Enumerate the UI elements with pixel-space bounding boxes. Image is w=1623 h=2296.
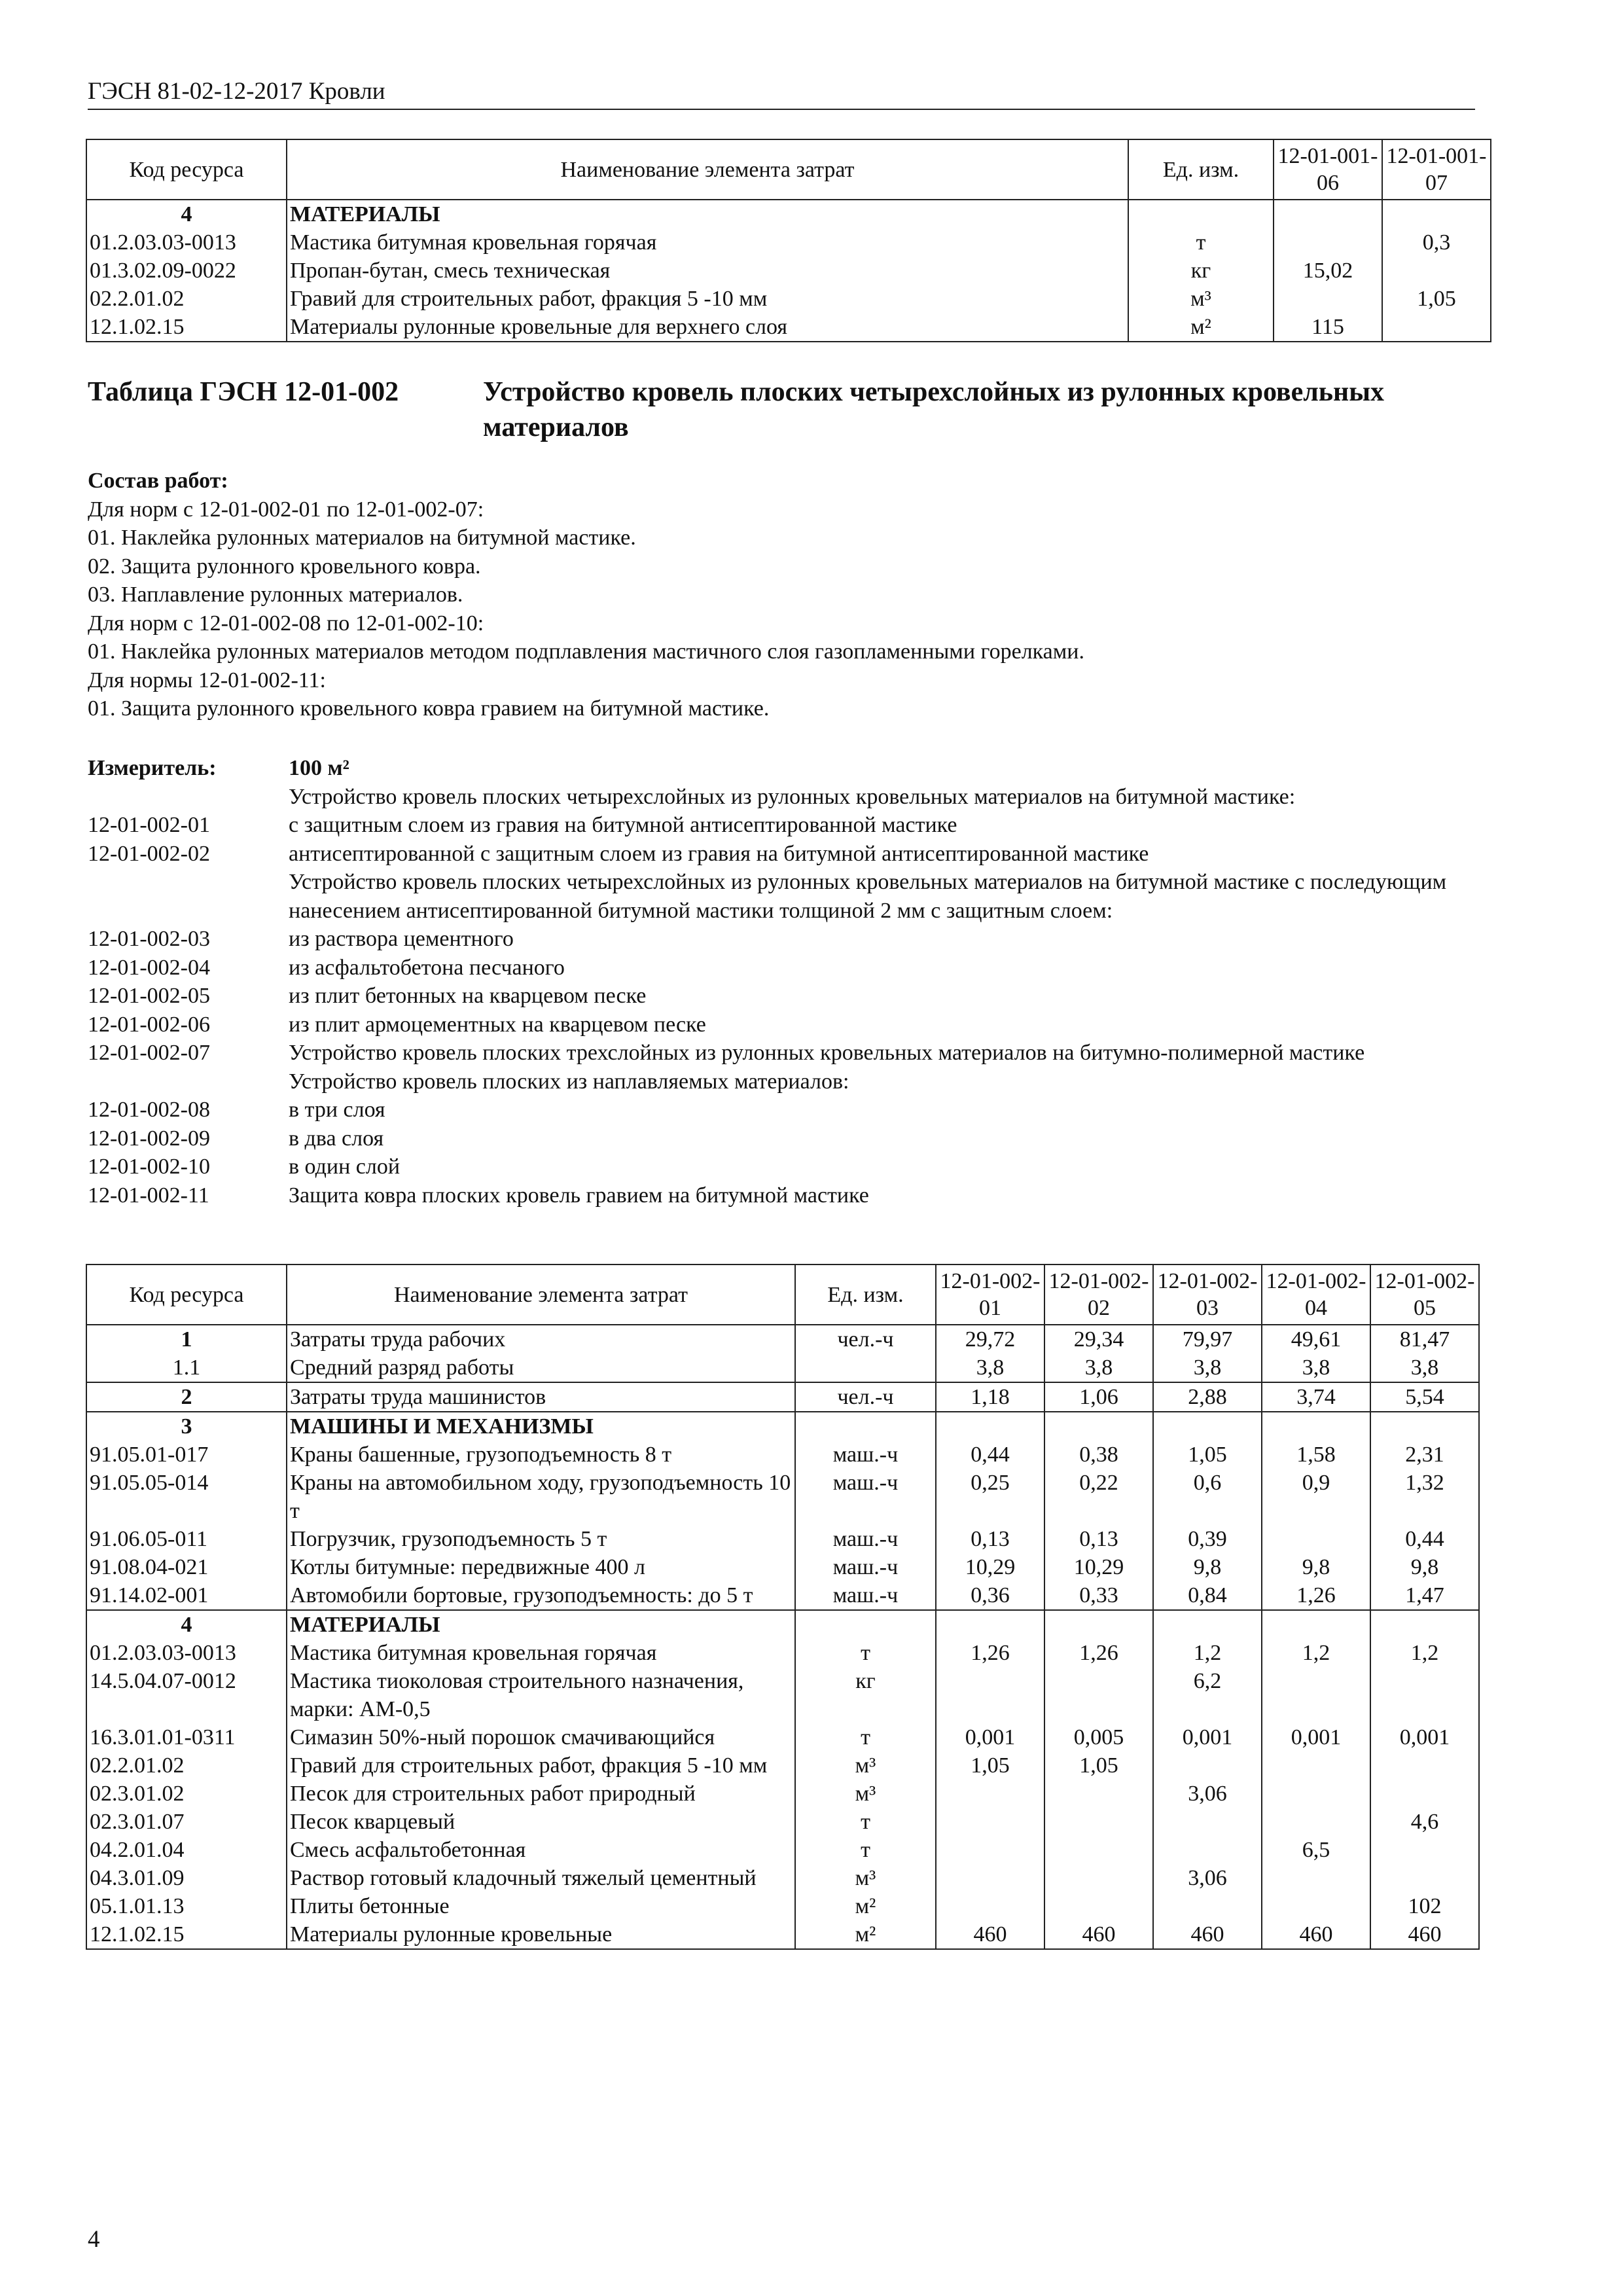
resource-unit: м³ (1128, 285, 1274, 313)
norm-code: 12-01-002-07 (88, 1041, 210, 1065)
header-code: Код ресурса (86, 139, 287, 200)
resource-name: Средний разряд работы (287, 1354, 795, 1382)
resource-unit: м² (795, 1920, 936, 1949)
norm-item (88, 925, 1501, 954)
header-norm-col: 12-01-002-04 (1262, 1265, 1370, 1325)
norm-value: 0,84 (1153, 1581, 1262, 1610)
resource-name: Симазин 50%-ный порошок смачивающийся (287, 1723, 795, 1751)
norm-value: 6,5 (1262, 1836, 1370, 1864)
norm-value: 0,39 (1153, 1525, 1262, 1553)
norm-value: 0,001 (936, 1723, 1044, 1751)
norm-value (1370, 1864, 1479, 1892)
section-row (86, 1412, 1479, 1441)
norm-value (1153, 1412, 1262, 1441)
running-header: ГЭСН 81-02-12-2017 Кровли (88, 77, 1475, 110)
resource-name: Песок для строительных работ природный (287, 1780, 795, 1808)
norm-value: 0,33 (1044, 1581, 1153, 1610)
resource-code: 91.06.05-011 (86, 1525, 287, 1553)
norm-value: 1,2 (1153, 1639, 1262, 1667)
header-norm-col: 12-01-001-06 (1274, 139, 1382, 200)
resource-unit: т (795, 1639, 936, 1667)
norm-item (88, 1124, 1501, 1153)
resource-code: 91.14.02-001 (86, 1581, 287, 1610)
norm-value: 1,18 (936, 1382, 1044, 1412)
section-title: МАТЕРИАЛЫ (287, 1610, 795, 1639)
norm-value: 460 (936, 1920, 1044, 1949)
norm-description: в три слоя (289, 1098, 385, 1122)
norm-description: из плит бетонных на кварцевом песке (289, 984, 647, 1008)
norm-value: 0,001 (1153, 1723, 1262, 1751)
resource-unit (795, 1354, 936, 1382)
norm-value: 0,25 (936, 1469, 1044, 1525)
norm-value (1044, 1808, 1153, 1836)
section-row (86, 1325, 1479, 1354)
resource-code: 14.5.04.07-0012 (86, 1667, 287, 1723)
header-norm-col: 12-01-001-07 (1382, 139, 1491, 200)
works-heading: Состав работ: (88, 469, 228, 493)
norm-code: 12-01-002-04 (88, 955, 210, 980)
table-row (86, 1836, 1479, 1864)
norm-description: из асфальтобетона песчаного (289, 955, 565, 980)
resource-unit: м² (1128, 313, 1274, 342)
norm-value (936, 1864, 1044, 1892)
materials-table-001 (86, 139, 1491, 342)
norm-item (88, 868, 1501, 925)
norm-code: 12-01-002-01 (88, 813, 210, 837)
table-row (86, 1354, 1479, 1382)
norm-value (1370, 1751, 1479, 1780)
resource-unit: кг (1128, 257, 1274, 285)
norm-description: Защита ковра плоских кровель гравием на битумной мастике (289, 1183, 869, 1208)
resource-name: Затраты труда рабочих (287, 1325, 795, 1354)
norm-value (1370, 1836, 1479, 1864)
norm-value: 0,005 (1044, 1723, 1153, 1751)
resource-code: 12.1.02.15 (86, 313, 287, 342)
resource-unit (795, 1610, 936, 1639)
norm-value (936, 1892, 1044, 1920)
norm-value: 0,13 (1044, 1525, 1153, 1553)
resource-code: 16.3.01.01-0311 (86, 1723, 287, 1751)
works-line: 01. Защита рулонного кровельного ковра гравием на битумной мастике. (88, 696, 770, 721)
resource-unit: чел.-ч (795, 1325, 936, 1354)
resource-unit: м³ (795, 1864, 936, 1892)
resource-unit (795, 1412, 936, 1441)
norm-value: 81,47 (1370, 1325, 1479, 1354)
norm-item (88, 1153, 1501, 1181)
norm-value (1274, 228, 1382, 257)
resource-code: 04.3.01.09 (86, 1864, 287, 1892)
norm-item (88, 982, 1501, 1011)
section-number: 1 (86, 1325, 287, 1354)
norm-value (1370, 1610, 1479, 1639)
norm-value (936, 1836, 1044, 1864)
meter-header-row (88, 754, 1501, 783)
norm-value: 1,05 (1382, 285, 1491, 313)
norm-code: 12-01-002-05 (88, 984, 210, 1008)
norm-item (88, 1011, 1501, 1039)
resource-code: 91.05.05-014 (86, 1469, 287, 1525)
resource-name: Песок кварцевый (287, 1808, 795, 1836)
resource-code: 02.2.01.02 (86, 1751, 287, 1780)
norm-item (88, 1039, 1501, 1067)
works-composition (88, 467, 1495, 723)
resource-unit: маш.-ч (795, 1525, 936, 1553)
norm-value: 4,6 (1370, 1808, 1479, 1836)
norm-value (1044, 1864, 1153, 1892)
resource-name: Погрузчик, грузоподъемность 5 т (287, 1525, 795, 1553)
table-row (86, 1920, 1479, 1949)
norm-code: 12-01-002-06 (88, 1012, 210, 1037)
header-unit: Ед. изм. (795, 1265, 936, 1325)
resource-code: 04.2.01.04 (86, 1836, 287, 1864)
table-row (86, 1751, 1479, 1780)
resource-code: 01.2.03.03-0013 (86, 1639, 287, 1667)
norm-description: Устройство кровель плоских четырехслойных из рулонных кровельных материалов на битумной мастике с последующим нанесением антисептированной битумной мастики толщиной 2 мм с защитным слоем: (289, 870, 1447, 923)
norm-value: 0,44 (936, 1441, 1044, 1469)
table-row (86, 257, 1491, 285)
resource-name: Раствор готовый кладочный тяжелый цементный (287, 1864, 795, 1892)
norm-value: 3,8 (1370, 1354, 1479, 1382)
norm-description: Устройство кровель плоских четырехслойных из рулонных кровельных материалов на битумной мастике: (289, 784, 1296, 809)
norm-value (1262, 1525, 1370, 1553)
norm-value: 3,8 (1044, 1354, 1153, 1382)
table-row (86, 1581, 1479, 1610)
meter-value: 100 м² (289, 756, 349, 780)
norm-code: 12-01-002-02 (88, 841, 210, 866)
resource-name: Мастика битумная кровельная горячая (287, 228, 1128, 257)
resource-unit: м³ (795, 1780, 936, 1808)
norm-value: 29,72 (936, 1325, 1044, 1354)
norm-value (936, 1780, 1044, 1808)
works-line: Для норм с 12-01-002-08 по 12-01-002-10: (88, 611, 484, 636)
norm-value: 1,26 (936, 1639, 1044, 1667)
norm-value (936, 1610, 1044, 1639)
page-number: 4 (88, 2226, 100, 2253)
norm-item (88, 811, 1501, 840)
norm-value: 460 (1153, 1920, 1262, 1949)
table-number: Таблица ГЭСН 12-01-002 (88, 377, 399, 407)
norm-value (1044, 1610, 1153, 1639)
resource-name: Автомобили бортовые, грузоподъемность: до 5 т (287, 1581, 795, 1610)
section-number: 4 (86, 200, 287, 228)
norm-value: 460 (1044, 1920, 1153, 1949)
norm-value (1262, 1892, 1370, 1920)
meter-section (88, 754, 1501, 1210)
resource-code: 01.2.03.03-0013 (86, 228, 287, 257)
header-code: Код ресурса (86, 1265, 287, 1325)
resource-name: Краны башенные, грузоподъемность 8 т (287, 1441, 795, 1469)
resource-name: Мастика битумная кровельная горячая (287, 1639, 795, 1667)
norm-value: 9,8 (1153, 1553, 1262, 1581)
norm-value (936, 1667, 1044, 1723)
norm-value: 0,44 (1370, 1525, 1479, 1553)
resources-table-002 (86, 1264, 1480, 1950)
norm-value (1262, 1610, 1370, 1639)
resource-unit: м³ (795, 1751, 936, 1780)
norm-value: 3,06 (1153, 1864, 1262, 1892)
resource-name: Затраты труда машинистов (287, 1382, 795, 1412)
norm-value (1382, 313, 1491, 342)
norm-value (1044, 1836, 1153, 1864)
norm-value: 1,26 (1262, 1581, 1370, 1610)
norm-description: в два слоя (289, 1126, 384, 1151)
norm-value: 0,38 (1044, 1441, 1153, 1469)
table-row (86, 1469, 1479, 1525)
resource-unit: чел.-ч (795, 1382, 936, 1412)
table-row (86, 1808, 1479, 1836)
norm-value: 0,9 (1262, 1469, 1370, 1525)
norm-value: 460 (1262, 1920, 1370, 1949)
norm-description: Устройство кровель плоских трехслойных из рулонных кровельных материалов на битумно-полимерной мастике (289, 1041, 1365, 1065)
works-line: 03. Наплавление рулонных материалов. (88, 583, 463, 607)
section-title: МАШИНЫ И МЕХАНИЗМЫ (287, 1412, 795, 1441)
norm-value (936, 1412, 1044, 1441)
norm-code: 12-01-002-11 (88, 1183, 209, 1208)
section-row (86, 200, 1491, 228)
resource-code: 02.3.01.02 (86, 1780, 287, 1808)
norm-code: 12-01-002-09 (88, 1126, 210, 1151)
norm-value: 0,13 (936, 1525, 1044, 1553)
norm-value: 9,8 (1262, 1553, 1370, 1581)
norm-value (936, 1808, 1044, 1836)
norm-value (1370, 1412, 1479, 1441)
header-name: Наименование элемента затрат (287, 1265, 795, 1325)
norm-value: 6,2 (1153, 1667, 1262, 1723)
resource-unit: маш.-ч (795, 1581, 936, 1610)
table-row (86, 1639, 1479, 1667)
works-line: Для норм с 12-01-002-01 по 12-01-002-07: (88, 497, 484, 522)
section-row (86, 1382, 1479, 1412)
norm-value: 15,02 (1274, 257, 1382, 285)
header-norm-col: 12-01-002-03 (1153, 1265, 1262, 1325)
section-row (86, 1610, 1479, 1639)
section-number: 2 (86, 1382, 287, 1412)
norm-value: 0,3 (1382, 228, 1491, 257)
resource-code: 1.1 (86, 1354, 287, 1382)
norm-description: Устройство кровель плоских из наплавляемых материалов: (289, 1069, 849, 1094)
norm-value: 1,26 (1044, 1639, 1153, 1667)
table-row (86, 228, 1491, 257)
norm-item (88, 954, 1501, 982)
norm-value: 5,54 (1370, 1382, 1479, 1412)
resource-unit: маш.-ч (795, 1441, 936, 1469)
resource-unit: т (1128, 228, 1274, 257)
norm-value: 3,06 (1153, 1780, 1262, 1808)
table-row (86, 1864, 1479, 1892)
norm-value (1262, 1808, 1370, 1836)
resource-code: 12.1.02.15 (86, 1920, 287, 1949)
table-row (86, 1525, 1479, 1553)
norm-description: антисептированной с защитным слоем из гравия на битумной антисептированной мастике (289, 841, 1149, 866)
norm-item (88, 783, 1501, 812)
norm-value (1153, 1610, 1262, 1639)
resource-unit: м² (795, 1892, 936, 1920)
norm-item (88, 1067, 1501, 1096)
norm-value: 1,05 (1044, 1751, 1153, 1780)
norm-value: 1,06 (1044, 1382, 1153, 1412)
norm-value: 3,8 (1262, 1354, 1370, 1382)
norm-value: 10,29 (1044, 1553, 1153, 1581)
norm-item (88, 1096, 1501, 1124)
resource-name: Материалы рулонные кровельные для верхнего слоя (287, 313, 1128, 342)
norm-value: 102 (1370, 1892, 1479, 1920)
norm-value: 9,8 (1370, 1553, 1479, 1581)
norm-value: 1,2 (1370, 1639, 1479, 1667)
resource-code: 01.3.02.09-0022 (86, 257, 287, 285)
norm-value: 0,36 (936, 1581, 1044, 1610)
norm-value: 49,61 (1262, 1325, 1370, 1354)
norm-description: с защитным слоем из гравия на битумной антисептированной мастике (289, 813, 957, 837)
norm-value (1044, 1780, 1153, 1808)
section-number: 3 (86, 1412, 287, 1441)
norm-value (1262, 1780, 1370, 1808)
resource-unit: маш.-ч (795, 1469, 936, 1525)
resource-code: 91.08.04-021 (86, 1553, 287, 1581)
norm-value: 2,31 (1370, 1441, 1479, 1469)
works-line: 01. Наклейка рулонных материалов на битумной мастике. (88, 526, 636, 550)
table-row (86, 285, 1491, 313)
norm-item (88, 1181, 1501, 1210)
table-row (86, 1780, 1479, 1808)
norm-value (1262, 1667, 1370, 1723)
norm-value (1153, 1808, 1262, 1836)
norm-value: 1,32 (1370, 1469, 1479, 1525)
norm-value: 1,58 (1262, 1441, 1370, 1469)
norm-value: 0,001 (1370, 1723, 1479, 1751)
resource-code: 91.05.01-017 (86, 1441, 287, 1469)
norm-value: 0,001 (1262, 1723, 1370, 1751)
norm-value: 10,29 (936, 1553, 1044, 1581)
header-name: Наименование элемента затрат (287, 139, 1128, 200)
norm-value (1262, 1412, 1370, 1441)
table-row (86, 1892, 1479, 1920)
meter-label: Измеритель: (88, 756, 217, 780)
resource-name: Плиты бетонные (287, 1892, 795, 1920)
header-unit: Ед. изм. (1128, 139, 1274, 200)
norm-value: 460 (1370, 1920, 1479, 1949)
norm-value: 79,97 (1153, 1325, 1262, 1354)
norm-value: 1,47 (1370, 1581, 1479, 1610)
header-norm-col: 12-01-002-02 (1044, 1265, 1153, 1325)
resource-unit: т (795, 1723, 936, 1751)
norm-value (1153, 1836, 1262, 1864)
norm-value (1262, 1864, 1370, 1892)
norm-value: 1,05 (1153, 1441, 1262, 1469)
resource-unit: т (795, 1808, 936, 1836)
table-row (86, 313, 1491, 342)
works-line: Для нормы 12-01-002-11: (88, 668, 326, 692)
norm-value (1370, 1667, 1479, 1723)
norm-code: 12-01-002-08 (88, 1098, 210, 1122)
resource-code: 02.3.01.07 (86, 1808, 287, 1836)
norm-code: 12-01-002-10 (88, 1155, 210, 1179)
norm-value: 115 (1274, 313, 1382, 342)
resource-name: Материалы рулонные кровельные (287, 1920, 795, 1949)
section-title: МАТЕРИАЛЫ (287, 200, 1128, 228)
norm-description: из раствора цементного (289, 927, 514, 951)
norm-value: 29,34 (1044, 1325, 1153, 1354)
norm-value (1044, 1412, 1153, 1441)
resource-name: Котлы битумные: передвижные 400 л (287, 1553, 795, 1581)
resource-unit: т (795, 1836, 936, 1864)
norm-value (1382, 257, 1491, 285)
norm-value (1044, 1892, 1153, 1920)
norm-description: из плит армоцементных на кварцевом песке (289, 1012, 706, 1037)
header-norm-col: 12-01-002-05 (1370, 1265, 1479, 1325)
table-row (86, 1441, 1479, 1469)
resource-name: Краны на автомобильном ходу, грузоподъемность 10 т (287, 1469, 795, 1525)
norm-description: в один слой (289, 1155, 401, 1179)
norm-value: 2,88 (1153, 1382, 1262, 1412)
header-norm-col: 12-01-002-01 (936, 1265, 1044, 1325)
resource-name: Смесь асфальтобетонная (287, 1836, 795, 1864)
norm-value: 3,8 (1153, 1354, 1262, 1382)
norm-value (1153, 1892, 1262, 1920)
table-name: Устройство кровель плоских четырехслойных из рулонных кровельных материалов (483, 377, 1384, 442)
norm-value (1044, 1667, 1153, 1723)
norm-value (1262, 1751, 1370, 1780)
norm-value (1370, 1780, 1479, 1808)
norm-value: 3,74 (1262, 1382, 1370, 1412)
works-line: 01. Наклейка рулонных материалов методом подплавления мастичного слоя газопламенными горелками. (88, 639, 1084, 664)
norm-code: 12-01-002-03 (88, 927, 210, 951)
norm-value: 1,05 (936, 1751, 1044, 1780)
norm-value: 0,6 (1153, 1469, 1262, 1525)
resource-name: Мастика тиоколовая строительного назначения, марки: АМ-0,5 (287, 1667, 795, 1723)
norm-value: 3,8 (936, 1354, 1044, 1382)
norm-item (88, 840, 1501, 869)
section-number: 4 (86, 1610, 287, 1639)
resource-unit: кг (795, 1667, 936, 1723)
norm-value (1153, 1751, 1262, 1780)
table-row (86, 1723, 1479, 1751)
works-line: 02. Защита рулонного кровельного ковра. (88, 554, 481, 579)
resource-name: Гравий для строительных работ, фракция 5 -10 мм (287, 1751, 795, 1780)
norm-value (1274, 285, 1382, 313)
resource-code: 02.2.01.02 (86, 285, 287, 313)
resource-unit: маш.-ч (795, 1553, 936, 1581)
resource-name: Гравий для строительных работ, фракция 5 -10 мм (287, 285, 1128, 313)
table-row (86, 1553, 1479, 1581)
table-row (86, 1667, 1479, 1723)
norm-value: 1,2 (1262, 1639, 1370, 1667)
norm-value: 0,22 (1044, 1469, 1153, 1525)
resource-code: 05.1.01.13 (86, 1892, 287, 1920)
resource-name: Пропан-бутан, смесь техническая (287, 257, 1128, 285)
